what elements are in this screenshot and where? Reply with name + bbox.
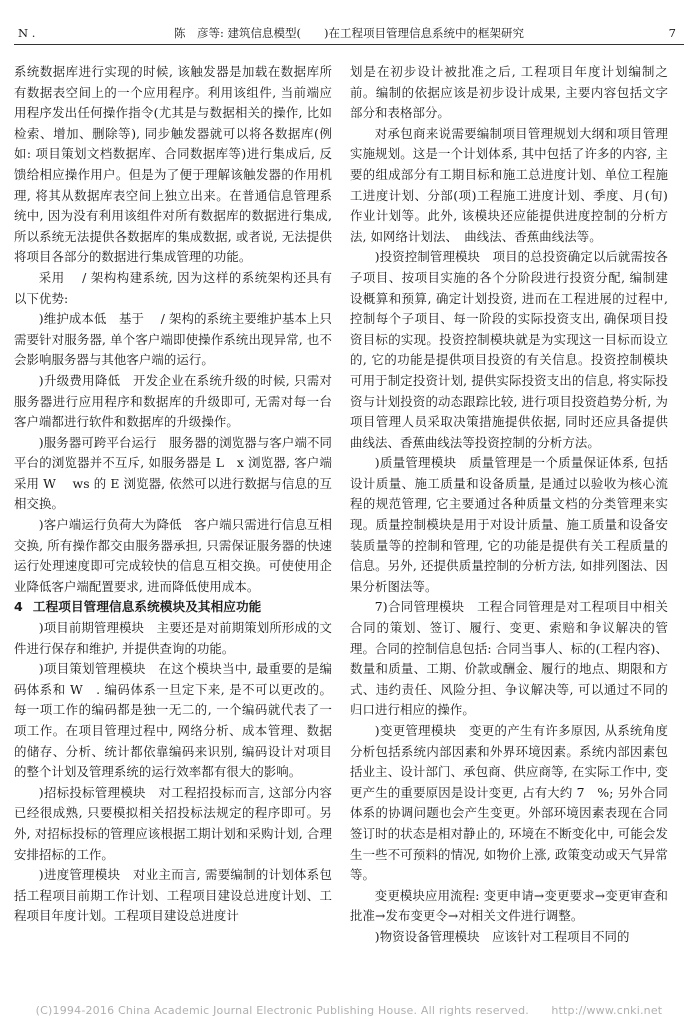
paragraph: )招标投标管理模块 对工程招投标而言, 这部分内容已经很成熟, 只要模拟相关招投标法规定的程序即可。另外, 对招标投标的管理应该根据工期计划和采购计划, 合理安排招标的工作。	[14, 784, 332, 862]
page-number: 7	[668, 26, 676, 40]
paragraph: )升级费用降低 开发企业在系统升级的时候, 只需对服务器进行应用程序和数据库的升级即可, 无需对每一台客户端都进行软件和数据库的升级操作。	[14, 372, 332, 430]
copyright-watermark: (C)1994-2016 China Academic Journal Electronic Publishing House. All rights reserved. http://www.cnki.net	[35, 1004, 663, 1017]
section-heading	[14, 597, 332, 618]
paragraph: 采用 / 架构构建系统, 因为这样的系统架构还具有以下优势:	[14, 269, 332, 306]
running-title: 陈 彦等: 建筑信息模型( )在工程项目管理信息系统中的框架研究	[174, 26, 524, 40]
paragraph: )服务器可跨平台运行 服务器的浏览器与客户端不同平台的浏览器并不互斥, 如服务器是 L x 浏览器, 客户端采用 W ws 的 E 浏览器, 依然可以进行数据与信息的互相交换。	[14, 434, 332, 512]
paragraph: 对承包商来说需要编制项目管理规划大纲和项目管理实施规划。这是一个计划体系, 其中包括了许多的内容, 主要的组成部分有工期目标和施工总进度计划、单位工程施工进度计划、分部(项)工程施工进度计划、季度、月(旬)作业计划等。此外, 该模块还应能提供进度控制的分析方法, 如网络计划法、 曲线法、香蕉曲线法等。	[350, 125, 668, 244]
paragraph: )投资控制管理模块 项目的总投资确定以后就需按各子项目、按项目实施的各个分阶段进行投资分配, 编制建设概算和预算, 确定计划投资, 进而在工程进展的过程中, 控制每个子项目、每一阶段的实际投资支出, 确保项目投资目标的实现。投资控制模块就是为实现这一目标而设立的, 它的功能是提供项目投资的有关信息。投资控制模块可用于制定投资计划, 提供实际投资支出的信息, 将实际投资与计划投资的动态跟踪比较, 进行项目投资趋势分析, 为项目管理人员采取决策措施提供依据, 同时还应具备提供 曲线法、香蕉曲线法等投资控制的分析方法。	[350, 249, 681, 450]
paragraph: )维护成本低 基于 / 架构的系统主要维护基本上只需要针对服务器, 单个客户端即使操作系统出现异常, 也不会影响服务器与其他客户端的运行。	[14, 311, 332, 368]
paragraph: 7)合同管理模块 工程合同管理是对工程项目中相关合同的策划、签订、履行、变更、索赔和争议解决的管理。合同的控制信息包括: 合同当事人、标的(工程内容)、数量和质量、工期、价款或酬金、履行的地点、期限和方式、违约责任、风险分担、争议解决等, 可以通过不同的归口进行相应的操作。	[350, 599, 668, 718]
left-column	[14, 62, 332, 927]
paragraph: )客户端运行负荷大为降低 客户端只需进行信息互相交换, 所有操作都交由服务器承担, 只需保证服务器的快速运行处理速度即可完成较快的信息互相交换。可使使用企业降低客户端配置要求, 进而降低使用成本。	[14, 517, 332, 594]
section-number: 4	[14, 599, 23, 615]
section-title: 工程项目管理信息系统模块及其相应功能	[32, 599, 262, 615]
right-column	[350, 62, 681, 948]
paragraph: 划是在初步设计被批准之后, 工程项目年度计划编制之前。编制的依据应该是初步设计成果, 主要内容包括文字部分和表格部分。	[350, 64, 668, 121]
paragraph: )项目前期管理模块 主要还是对前期策划所形成的文件进行保存和维护, 并提供查询的功能。	[14, 620, 332, 656]
paragraph: )变更管理模块 变更的产生有许多原因, 从系统角度分析包括系统内部因素和外界环境因素。系统内部因素包括业主、设计部门、承包商、供应商等, 在实际工作中, 变更产生的重要原因是设计变更, 占有大约 7 %; 另外合同体系的协调问题也会产生变更。外部环境因素表现在合同签订时的状态是相对静止的, 环境在不断变化中, 可能会发生一些不可预料的情况, 如物价上涨, 政策变动或天气异常等。	[350, 723, 668, 883]
paragraph: 变更模块应用流程: 变更申请→变更要求→变更审查和批准→发布变更令→对相关文件进行调整。	[350, 887, 668, 924]
paragraph: )项目策划管理模块 在这个模块当中, 最重要的是编码体系和 W . 编码体系一旦定下来, 是不可以更改的。每一项工作的编码都是独一无二的, 一个编码就代表了一项工作。在项目管理过程中, 网络分析、成本管理、数据的储存、分析、统计都依靠编码来识别, 编码设计对项目的整个计划及管理系统的运行效率都有很大的影响。	[14, 661, 332, 780]
paragraph: )质量管理模块 质量管理是一个质量保证体系, 包括设计质量、施工质量和设备质量, 是通过以验收为核心流程的规范管理, 它主要通过各种质量文档的分类管理来实现。质量控制模块是用于对设计质量、施工质量和设备安装质量等的控制和管理, 它的功能是提供有关工程质量的信息。另外, 还提供质量控制的分析方法, 如排列图法、因果分析图法等。	[350, 455, 668, 594]
running-header	[14, 22, 684, 45]
paragraph: )物资设备管理模块 应该针对工程项目不同的	[374, 928, 630, 944]
journal-abbrev: N .	[18, 26, 36, 40]
paragraph: 系统数据库进行实现的时候, 该触发器是加载在数据库所有数据表空间上的一个应用程序。利用该组件, 当前端应用程序发出任何操作指令(尤其是与数据相关的操作, 比如检索、增加、删除等), 同步触发器就可以将各数据库(例如: 项目策划文档数据库、合同数据库等)进行集成后, 反馈给相应操作用户。但是为了便于理解该触发器的作用机理, 将其从数据库表空间上独立出来。在普通信息管理系统中, 因为没有利用该组件对所有数据库的数据进行集成, 所以系统无法提供各数据库的集成数据, 或者说, 无法提供将项目各部分的数据进行集成管理的功能。	[14, 64, 332, 265]
paragraph: )进度管理模块 对业主而言, 需要编制的计划体系包括工程项目前期工作计划、工程项目建设总进度计划、工程项目年度计划。工程项目建设总进度计	[14, 867, 332, 924]
